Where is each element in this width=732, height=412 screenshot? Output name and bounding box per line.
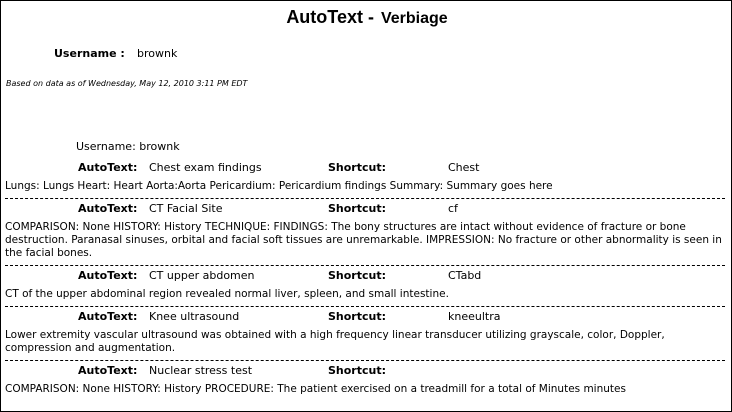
autotext-body: Lower extremity vascular ultrasound was obtained with a high frequency linear transducer utilizing grayscale, color, Doppler, compression and augmentation.: [5, 329, 665, 354]
autotext-body: COMPARISON: None HISTORY: History TECHNIQUE: FINDINGS: The bony structures are intact without evidence of fracture or bone destruction. Paranasal sinuses, orbital and facial soft tissues are unremarkable. IMPRESSION: No fracture or other abnormality is seen in the facial bones.: [5, 221, 722, 259]
autotext-label: AutoText:: [78, 310, 138, 323]
autotext-body: CT of the upper abdominal region revealed normal liver, spleen, and small intestine.: [5, 288, 449, 300]
entry-header: [1, 200, 731, 218]
autotext-name: Knee ultrasound: [149, 310, 240, 323]
entry-header: [1, 267, 731, 285]
group-username: Username: brownk: [76, 140, 180, 153]
autotext-label: AutoText:: [78, 202, 138, 215]
autotext-entry: [1, 267, 731, 307]
shortcut-value: kneeultra: [448, 310, 501, 323]
shortcut-value: Chest: [448, 161, 480, 174]
autotext-label: AutoText:: [78, 364, 138, 377]
autotext-entry: [1, 200, 731, 266]
entry-separator: [5, 198, 725, 199]
shortcut-label: Shortcut:: [328, 161, 387, 174]
shortcut-label: Shortcut:: [328, 269, 387, 282]
autotext-name: Chest exam findings: [149, 161, 262, 174]
autotext-entry: [1, 308, 731, 361]
header-username-label: Username :: [54, 47, 125, 60]
shortcut-label: Shortcut:: [328, 310, 387, 323]
report-title-sub: Verbiage: [380, 10, 448, 27]
autotext-entries: [1, 159, 731, 399]
autotext-body: COMPARISON: None HISTORY: History PROCEDURE: The patient exercised on a treadmill for a total of Minutes minutes: [5, 383, 626, 395]
autotext-name: CT upper abdomen: [149, 269, 255, 282]
shortcut-label: Shortcut:: [328, 202, 387, 215]
entry-header: [1, 308, 731, 326]
report-title: [1, 7, 732, 28]
autotext-entry: [1, 159, 731, 199]
autotext-name: CT Facial Site: [149, 202, 223, 215]
entry-separator: [5, 265, 725, 266]
autotext-label: AutoText:: [78, 269, 138, 282]
entry-header: [1, 159, 731, 177]
autotext-label: AutoText:: [78, 161, 138, 174]
shortcut-value: cf: [448, 202, 458, 215]
shortcut-value: CTabd: [448, 269, 482, 282]
entry-separator: [5, 306, 725, 307]
entry-separator: [5, 360, 725, 361]
as-of-timestamp: Based on data as of Wednesday, May 12, 2010 3:11 PM EDT: [6, 79, 248, 88]
shortcut-label: Shortcut:: [328, 364, 387, 377]
header-username-value: brownk: [137, 47, 178, 60]
autotext-entry: [1, 362, 731, 399]
autotext-name: Nuclear stress test: [149, 364, 253, 377]
report-title-main: AutoText -: [286, 7, 374, 27]
entry-header: [1, 362, 731, 380]
autotext-body: Lungs: Lungs Heart: Heart Aorta:Aorta Pericardium: Pericardium findings Summary: Summary goes here: [5, 180, 553, 192]
